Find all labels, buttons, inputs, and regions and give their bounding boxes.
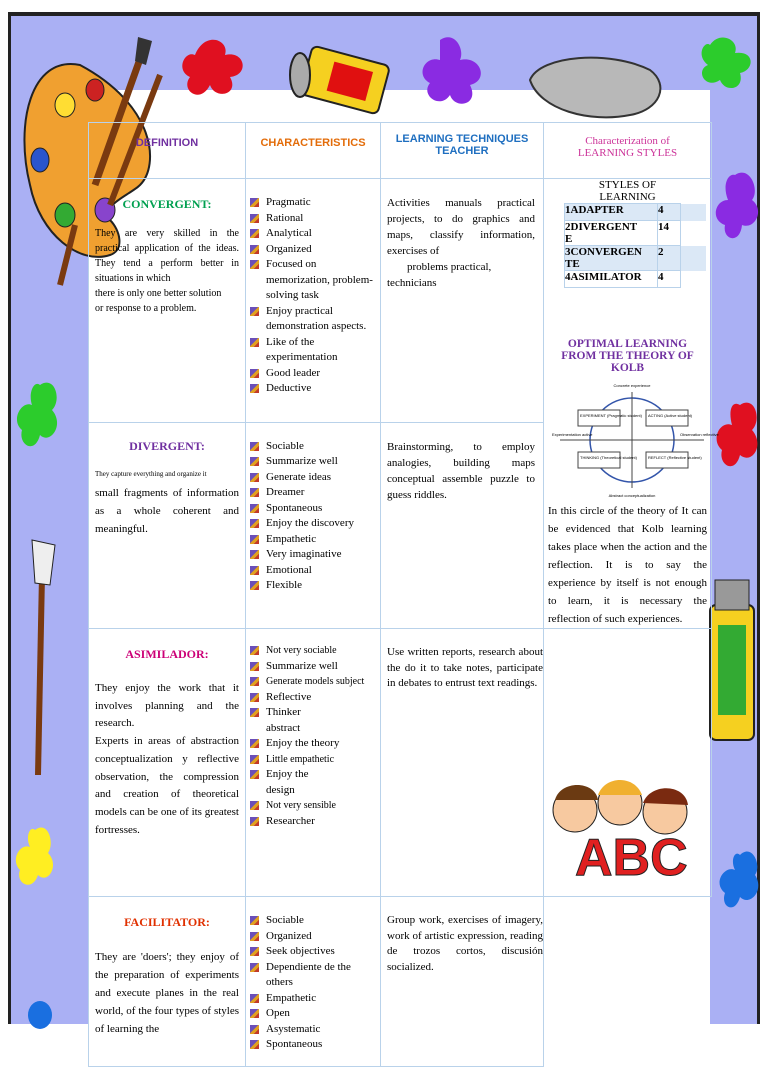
list-item: Open (266, 1006, 380, 1022)
purple-splash-icon (423, 37, 481, 103)
list-item: Summarize well (266, 454, 380, 470)
style-value: 14 (658, 221, 681, 246)
definition-cell (89, 629, 246, 897)
list-item: Like of the experimentation (266, 335, 380, 366)
definition-cell (89, 179, 246, 423)
kolb-q2-label: ACTING (Active student) (648, 413, 693, 418)
kolb-bottom-label: Abstract conceptualization (608, 493, 656, 498)
techniques-text: Group work, exercises of imagery, work of artistic expression, reading de trozos cortos, discusión socialized. (387, 914, 543, 973)
list-item: Sociable (266, 439, 380, 455)
list-item: Asystematic (266, 1022, 380, 1038)
table-row (565, 246, 706, 271)
techniques-text-c: technicians (387, 277, 437, 289)
kolb-right-label: Observation reflective (680, 432, 719, 437)
kolb-q1-label: EXPERIMENT (Pragmatic student) (580, 413, 642, 418)
style-value: 2 (658, 246, 681, 271)
list-item: Not very sociable (266, 643, 380, 659)
style-value: 4 (658, 204, 681, 221)
kids-image-cell (544, 629, 712, 897)
table-row (89, 897, 712, 1067)
characteristics-cell (246, 179, 381, 423)
list-item: Empathetic (266, 991, 380, 1007)
techniques-cell (381, 179, 544, 423)
styles-table (564, 203, 706, 288)
definition-header: DEFINITION (89, 123, 246, 179)
characteristics-list (246, 195, 380, 397)
list-item: Pragmatic (266, 195, 380, 211)
list-item: Dependiente de the others (266, 960, 380, 991)
green-splash-left-icon (17, 383, 57, 447)
characteristics-list (246, 643, 380, 829)
list-item: Emotional (266, 563, 380, 579)
kolb-top-label: Concrete experience (613, 383, 651, 388)
list-item: Seek objectives (266, 944, 380, 960)
kolb-title: OPTIMAL LEARNING FROM THE THEORY OF KOLB (561, 338, 694, 374)
green-paint-tube-icon (710, 580, 754, 740)
definition-text: They are very skilled in the practical application of the ideas. They tend a perform better in situations in which (95, 228, 239, 284)
characteristics-header: CHARACTERISTICS (246, 123, 381, 179)
techniques-header: LEARNING TECHNIQUES TEACHER (381, 123, 544, 179)
list-item: Little empathetic (266, 752, 380, 768)
list-item: Focused on memorization, problem-solving task (266, 257, 380, 304)
definition-small-text: They capture everything and organize it (95, 469, 207, 478)
list-item: Enjoy the theory (266, 736, 380, 752)
list-item: Not very sensible (266, 798, 380, 814)
empty-cell (544, 897, 712, 1067)
green-splash-icon (702, 37, 751, 88)
techniques-text-b: problems practical, (407, 261, 492, 273)
header-row (89, 123, 712, 179)
list-item: Sociable (266, 913, 380, 929)
list-item: Enjoy the design (266, 767, 316, 798)
learning-styles-table (88, 122, 719, 1067)
list-item: Spontaneous (266, 1037, 380, 1053)
characteristics-cell (246, 422, 381, 628)
list-item: Thinker abstract (266, 705, 306, 736)
definition-cell (89, 422, 246, 628)
list-item: Empathetic (266, 532, 380, 548)
list-item: Flexible (266, 578, 380, 594)
list-item: Analytical (266, 226, 380, 242)
list-item: Very imaginative (266, 547, 380, 563)
list-item: Good leader (266, 366, 380, 382)
style-name: 3CONVERGEN TE (565, 246, 658, 271)
definition-text: They enjoy the work that it involves planning and the research. Experts in areas of abstraction conceptualization y reflective observation, the compression and creation of theoretical models can be one of its greatest fortresses. (95, 682, 239, 836)
style-name: 4ASIMILATOR (565, 271, 658, 288)
abc-letters: ABC (575, 829, 688, 887)
kolb-left-label: Experimentation active (552, 432, 593, 437)
yellow-splash-left-icon (16, 828, 53, 885)
list-item: Rational (266, 211, 380, 227)
table-row (565, 271, 706, 288)
definition-text: small fragments of information as a whole coherent and meaningful. (95, 486, 239, 535)
characteristics-cell (246, 897, 381, 1067)
table-row (89, 179, 712, 423)
characteristics-list (246, 913, 380, 1053)
techniques-cell (381, 629, 544, 897)
kolb-q4-label: REFLECT (Reflective student) (648, 455, 702, 460)
kolb-text: In this circle of the theory of It can be evidenced that Kolb learning takes place when the action and the reflection. It is to say the experience by itself is not enough to learn, it is necessary the reflection of such experiences. (548, 505, 707, 625)
definition-text: They are 'doers'; they enjoy of the preparation of experiments and execute planes in the real world, of the four types of styles of learning the (95, 951, 239, 1035)
list-item: Generate ideas (266, 470, 380, 486)
list-item: Summarize well (266, 659, 380, 675)
paint-tube-icon (290, 45, 390, 114)
techniques-text: Activities manuals practical projects, to do graphics and maps, classify information, exercises of (387, 197, 535, 257)
list-item: Dreamer (266, 485, 380, 501)
styles-title: STYLES OF LEARNING (598, 179, 657, 203)
kolb-q3-label: THINKING (Theoretical student) (580, 455, 637, 460)
list-item: Deductive (266, 381, 380, 397)
list-item: Organized (266, 242, 380, 258)
list-item: Organized (266, 929, 380, 945)
techniques-text: Use written reports, research about the do it to take notes, participate in debates to entrust text readings. (387, 646, 543, 689)
brush-left-icon (32, 540, 55, 775)
table-row (565, 221, 706, 246)
row-title: FACILITATOR: (124, 915, 210, 929)
characterization-header: Characterization of LEARNING STYLES (544, 123, 712, 179)
definition-text-b: there is only one better solution or response to a problem. (95, 288, 222, 314)
list-item: Reflective (266, 690, 380, 706)
techniques-text: Brainstorming, to employ analogies, building maps conceptual assemble puzzle to guess riddles. (387, 440, 535, 501)
blue-splash-right-icon (720, 852, 759, 908)
list-item: Generate models subject (266, 674, 380, 690)
style-name: 1ADAPTER (565, 204, 658, 221)
style-value: 4 (658, 271, 681, 288)
kolb-cycle-diagram (550, 380, 719, 500)
characteristics-list (246, 439, 380, 594)
table-row (565, 204, 706, 221)
purple-splash-right-icon (716, 173, 758, 239)
characteristics-cell (246, 629, 381, 897)
blue-blob-bottom-icon (28, 1001, 52, 1029)
row-title: DIVERGENT: (129, 438, 205, 453)
characterization-cell (544, 179, 719, 629)
table-row (89, 629, 712, 897)
techniques-cell (381, 897, 544, 1067)
list-item: Enjoy practical demonstration aspects. (266, 304, 380, 335)
list-item: Researcher (266, 814, 380, 830)
red-splash-icon (182, 40, 242, 95)
list-item: Enjoy the discovery (266, 516, 380, 532)
list-item: Spontaneous (266, 501, 380, 517)
beret-icon (530, 58, 660, 118)
style-name: 2DIVERGENT E (565, 221, 658, 246)
red-splash-right-icon (717, 403, 758, 467)
row-title: ASIMILADOR: (125, 647, 209, 661)
techniques-cell (381, 422, 544, 628)
row-title: CONVERGENT: (122, 197, 212, 211)
definition-cell (89, 897, 246, 1067)
